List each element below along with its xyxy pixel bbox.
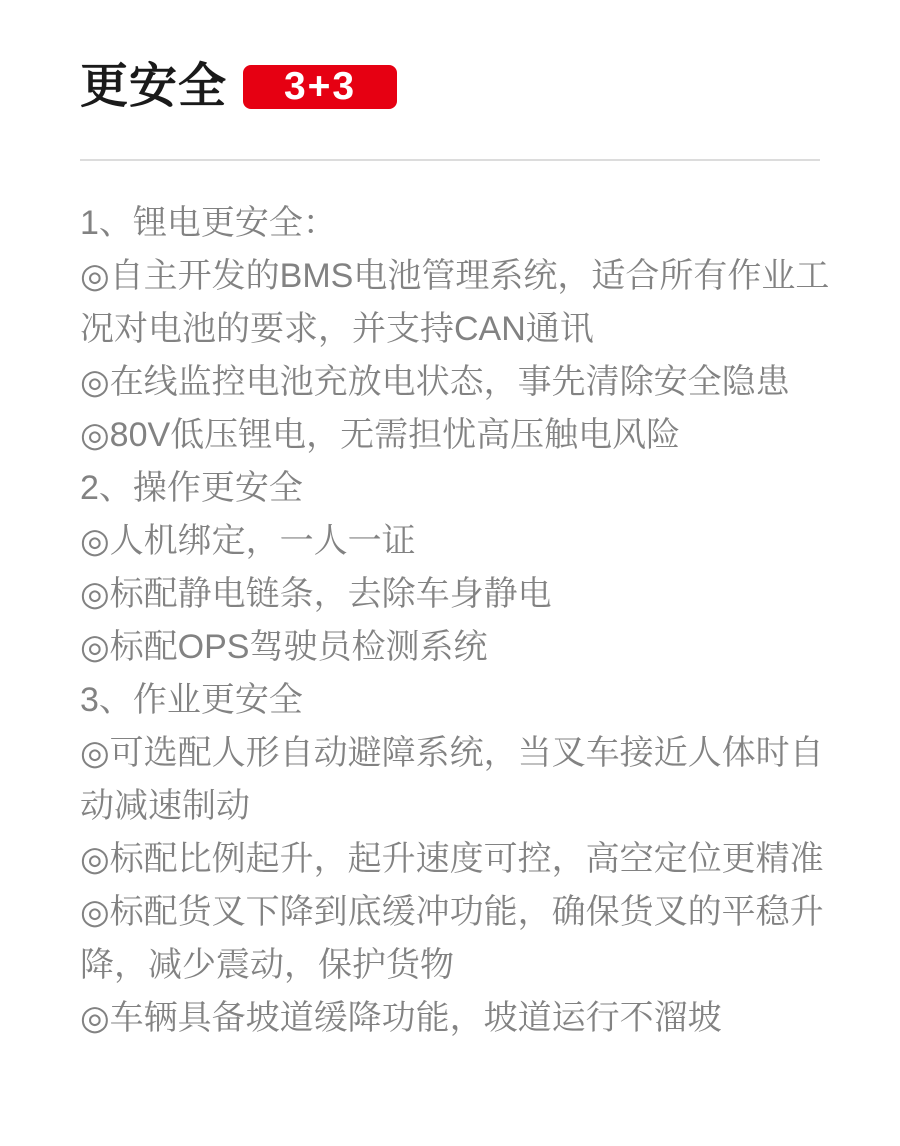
- bullet-line: ◎标配OPS驾驶员检测系统: [80, 628, 488, 666]
- section-heading: 2、操作更安全: [80, 469, 303, 507]
- bullet-line: ◎标配货叉下降到底缓冲功能，确保货叉的平稳升: [80, 893, 824, 931]
- safety-feature-list: [80, 197, 830, 1045]
- bullet-line: ◎自主开发的BMS电池管理系统，适合所有作业工: [80, 257, 830, 295]
- page-title: 更安全: [80, 60, 228, 113]
- section-header: [80, 60, 820, 114]
- section-heading: 3、作业更安全: [80, 681, 303, 719]
- bullet-line: ◎标配静电链条，去除车身静电: [80, 575, 552, 613]
- bullet-line: ◎可选配人形自动避障系统，当叉车接近人体时自: [80, 734, 824, 772]
- bullet-line: ◎标配比例起升，起升速度可控，高空定位更精准: [80, 840, 824, 878]
- bullet-line-continuation: 况对电池的要求，并支持CAN通讯: [80, 310, 594, 348]
- bullet-line-continuation: 动减速制动: [80, 787, 250, 825]
- bullet-line: ◎在线监控电池充放电状态，事先清除安全隐患: [80, 363, 790, 401]
- title-divider: [80, 159, 820, 161]
- section-heading: 1、锂电更安全：: [80, 204, 337, 242]
- count-badge: 3+3: [243, 65, 397, 109]
- bullet-line-continuation: 降，减少震动，保护货物: [80, 946, 454, 984]
- bullet-line: ◎80V低压锂电，无需担忧高压触电风险: [80, 416, 681, 454]
- bullet-line: ◎人机绑定，一人一证: [80, 522, 416, 560]
- bullet-line: ◎车辆具备坡道缓降功能，坡道运行不溜坡: [80, 999, 722, 1037]
